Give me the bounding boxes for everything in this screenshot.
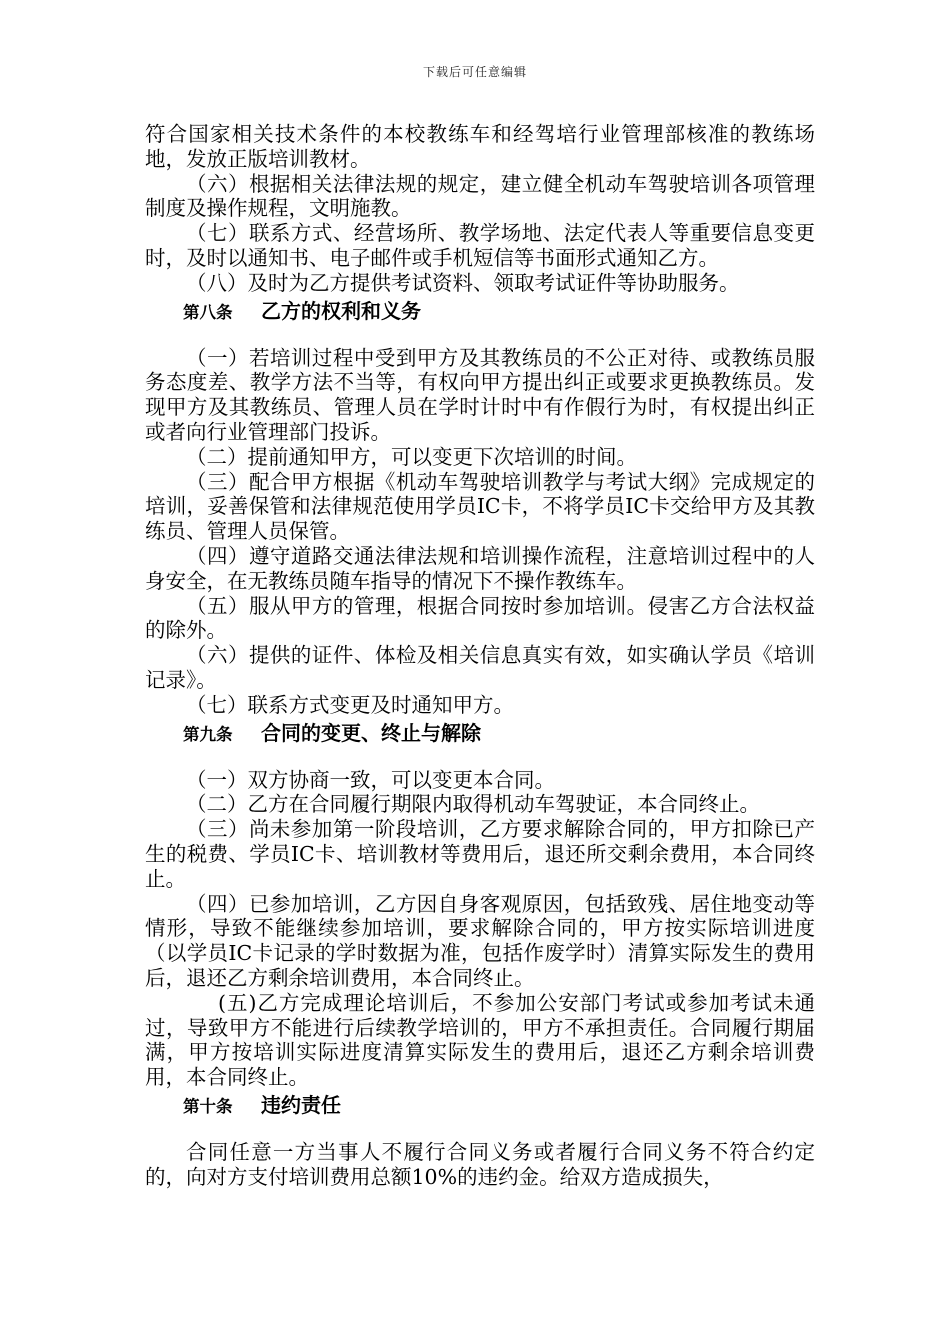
paragraph: （七）联系方式变更及时通知甲方。 (186, 692, 514, 717)
article-number: 第十条 (183, 1096, 233, 1116)
article-heading (145, 1090, 815, 1126)
paragraph: （三）尚未参加第一阶段培训，乙方要求解除合同的，甲方扣除已产生的税费、学员IC卡、培训教材等费用后，退还所交剩余费用，本合同终止。 (145, 817, 815, 891)
paragraph: 符合国家相关技术条件的本校教练车和经驾培行业管理部核准的教练场地，发放正版培训教材。 (145, 122, 815, 171)
article-number: 第八条 (183, 302, 233, 322)
paragraph: （二）提前通知甲方，可以变更下次培训的时间。 (186, 444, 637, 469)
paragraph: （六）提供的证件、体检及相关信息真实有效，如实确认学员《培训记录》。 (145, 643, 815, 692)
paragraph: （五）服从甲方的管理，根据合同按时参加培训。侵害乙方合法权益的除外。 (145, 593, 815, 643)
paragraph: （七）联系方式、经营场所、教学场地、法定代表人等重要信息变更时，及时以通知书、电子邮件或手机短信等书面形式通知乙方。 (145, 221, 815, 270)
paragraph: （一）若培训过程中受到甲方及其教练员的不公正对待、或教练员服务态度差、教学方法不当等，有权向甲方提出纠正或要求更换教练员。发现甲方及其教练员、管理人员在学时计时中有作假行为时，有权提出纠正或者向行业管理部门投诉。 (145, 345, 815, 444)
page-header: 下载后可任意编辑 (422, 65, 527, 79)
heading-spacer (145, 332, 815, 346)
heading-spacer (145, 754, 815, 768)
paragraph: （三）配合甲方根据《机动车驾驶培训教学与考试大纲》完成规定的培训，妥善保管和法律规范使用学员IC卡，不将学员IC卡交给甲方及其教练员、管理人员保管。 (145, 469, 815, 544)
heading-spacer (145, 1126, 815, 1140)
paragraph: （八）及时为乙方提供考试资料、领取考试证件等协助服务。 (186, 270, 740, 295)
article-title: 乙方的权利和义务 (261, 298, 421, 323)
article-number: 第九条 (183, 724, 233, 744)
paragraph: （六）根据相关法律法规的规定，建立健全机动车驾驶培训各项管理制度及操作规程，文明施教。 (145, 171, 815, 221)
paragraph: （一）双方协商一致，可以变更本合同。 (186, 767, 555, 792)
paragraph: （四）已参加培训，乙方因自身客观原因，包括致残、居住地变动等情形，导致不能继续参加培训，要求解除合同的，甲方按实际培训进度（以学员IC卡记录的学时数据为准，包括作废学时）清算实际发生的费用后，退还乙方剩余培训费用，本合同终止。 (145, 891, 815, 990)
paragraph: (五)乙方完成理论培训后，不参加公安部门考试或参加考试未通过，导致甲方不能进行后续教学培训的，甲方不承担责任。合同履行期届满，甲方按培训实际进度清算实际发生的费用后，退还乙方剩余培训费用，本合同终止。 (145, 990, 815, 1090)
article-title: 合同的变更、终止与解除 (261, 720, 481, 745)
paragraph: 合同任意一方当事人不履行合同义务或者履行合同义务不符合约定的，向对方支付培训费用总额10%的违约金。给双方造成损失， (145, 1139, 815, 1189)
paragraph: （二）乙方在合同履行期限内取得机动车驾驶证，本合同终止。 (186, 792, 760, 817)
article-title: 违约责任 (261, 1092, 341, 1117)
document-body (145, 122, 815, 1189)
paragraph: （四）遵守道路交通法律法规和培训操作流程，注意培训过程中的人身安全，在无教练员随车指导的情况下不操作教练车。 (145, 543, 815, 593)
article-heading (145, 718, 815, 754)
article-heading (145, 296, 815, 332)
